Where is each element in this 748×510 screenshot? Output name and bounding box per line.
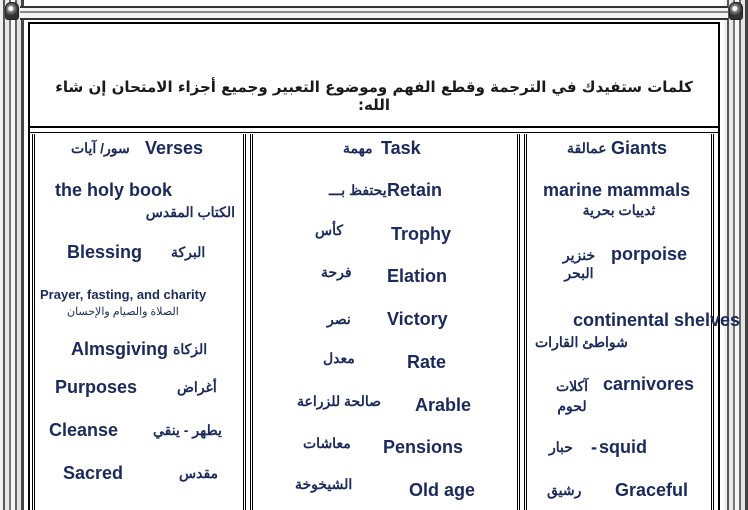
term-arabic: نصر	[327, 311, 351, 327]
header-arabic: عمالقة	[567, 140, 607, 156]
term-english: Retain	[387, 180, 443, 200]
term-english: Rate	[407, 352, 447, 372]
term-english: Prayer, fasting, and charity	[40, 287, 207, 302]
term-arabic: يحتفظ بـــ	[329, 182, 387, 198]
term-arabic: ثدييات بحرية	[582, 202, 656, 218]
term-arabic: حبار	[549, 439, 573, 455]
term-english: Elation	[387, 266, 448, 286]
page-heading: كلمات ستفيدك في الترجمة وقطع الفهم وموضوع التعبير وجميع أجزاء الامتحان إن شاء الله:	[55, 78, 693, 114]
vocab-column-verses	[32, 134, 246, 510]
term-english: Victory	[387, 309, 448, 329]
term-english: Almsgiving	[71, 339, 169, 359]
header-arabic: سور/ آيات	[71, 140, 130, 156]
term-arabic: آكلات لحوم	[555, 378, 589, 414]
term-arabic: رشيق	[547, 482, 582, 498]
term-arabic: الشيخوخة	[295, 476, 353, 492]
term-english: squid	[599, 437, 647, 457]
term-arabic: فرحة	[321, 264, 352, 280]
term-arabic: معدل	[323, 350, 355, 366]
header-english: Task	[381, 138, 421, 158]
header-english: Giants	[611, 138, 668, 158]
separator-dash: -	[591, 437, 597, 457]
term-arabic: الصلاة والصيام والإحسان	[67, 306, 179, 318]
term-arabic: الكتاب المقدس	[145, 204, 235, 220]
header-arabic: مهمة	[343, 140, 373, 156]
term-english: Pensions	[383, 437, 464, 457]
vocab-column-task	[250, 134, 520, 510]
term-arabic: كأس	[315, 222, 344, 238]
term-arabic: خنزير البحر	[562, 247, 596, 281]
term-english: continental shelves	[573, 310, 741, 330]
term-arabic: يطهر - ينقي	[153, 422, 222, 438]
left-pillar-ornament	[0, 0, 24, 510]
term-english: carnivores	[603, 374, 695, 394]
term-arabic: صالحة للزراعة	[297, 393, 381, 409]
term-arabic: مقدس	[179, 465, 219, 481]
term-arabic: أغراض	[177, 379, 217, 395]
right-pillar-ornament	[724, 0, 748, 510]
term-arabic: البركة	[171, 244, 206, 260]
term-arabic: الزكاة	[173, 341, 208, 357]
term-arabic: معاشات	[303, 435, 351, 451]
term-english: Arable	[415, 395, 472, 415]
term-english: Old age	[409, 480, 476, 500]
term-english: porpoise	[611, 244, 688, 264]
term-english: Cleanse	[49, 420, 119, 440]
term-english: the holy book	[55, 180, 172, 200]
term-english: Sacred	[63, 463, 124, 483]
term-english: Purposes	[55, 377, 138, 397]
term-arabic: شواطئ القارات	[535, 334, 628, 350]
top-rail-ornament	[20, 6, 728, 20]
term-english: Graceful	[615, 480, 689, 500]
vocab-column-giants	[524, 134, 741, 510]
heading-divider	[28, 126, 720, 133]
term-english: marine mammals	[543, 180, 691, 200]
term-english: Trophy	[391, 224, 452, 244]
header-english: Verses	[145, 138, 204, 158]
term-english: Blessing	[67, 242, 143, 262]
